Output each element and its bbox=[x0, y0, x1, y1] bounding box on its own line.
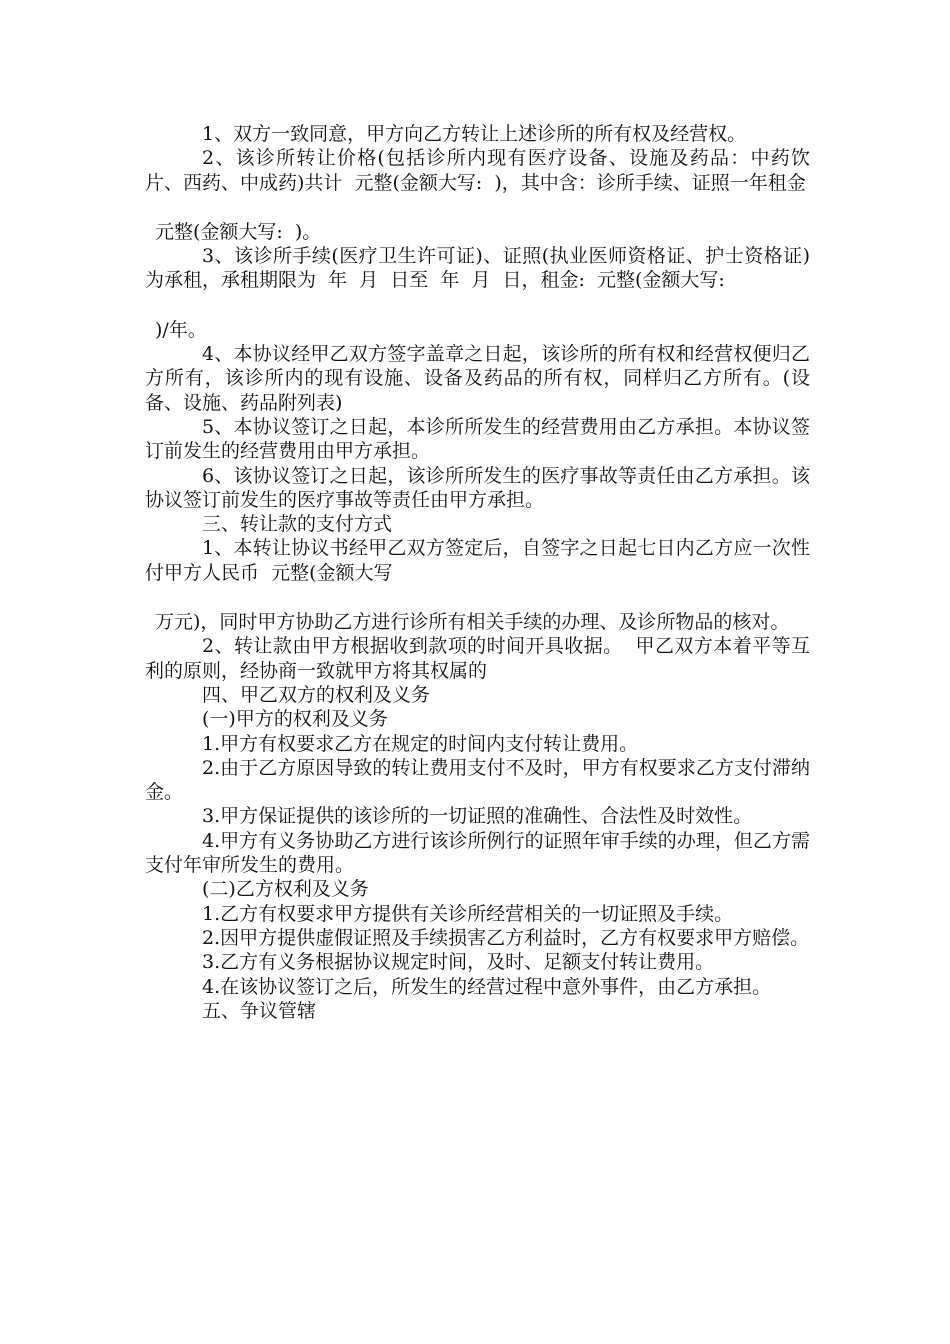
paragraph: 3、该诊所手续(医疗卫生许可证)、证照(执业医师资格证、护士资格证)为承租，承租期限为 年 月 日至 年 月 日，租金: 元整(金额大写: bbox=[145, 245, 810, 292]
paragraph: 2、该诊所转让价格(包括诊所内现有医疗设备、设施及药品：中药饮片、西药、中成药)共计 元整(金额大写: )，其中含：诊所手续、证照一年租金 bbox=[145, 147, 810, 194]
paragraph-gap bbox=[145, 293, 810, 318]
paragraph: 5、本协议签订之日起，本诊所所发生的经营费用由乙方承担。本协议签订前发生的经营费用由甲方承担。 bbox=[145, 415, 810, 463]
paragraph: 五、争议管辖 bbox=[202, 999, 317, 1022]
paragraph: (一)甲方的权利及义务 bbox=[202, 708, 388, 731]
continuation-line: 万元)，同时甲方协助乙方进行诊所有相关手续的办理、及诊所物品的核对。 bbox=[155, 611, 790, 634]
paragraph: 三、转让款的支付方式 bbox=[202, 513, 393, 536]
paragraph-gap bbox=[145, 585, 810, 610]
paragraph: 3.乙方有义务根据协议规定时间，及时、足额支付转让费用。 bbox=[202, 951, 715, 974]
paragraph: 4.在该协议签订之后，所发生的经营过程中意外事件，由乙方承担。 bbox=[202, 975, 772, 998]
paragraph: 6、该协议签订之日起，该诊所所发生的医疗事故等责任由乙方承担。该协议签订前发生的医疗事故等责任由甲方承担。 bbox=[145, 464, 810, 511]
paragraph: 4.甲方有义务协助乙方进行该诊所例行的证照年审手续的办理，但乙方需支付年审所发生的费用。 bbox=[145, 829, 810, 877]
paragraph: 3.甲方保证提供的该诊所的一切证照的准确性、合法性及时效性。 bbox=[202, 805, 753, 828]
paragraph: 2、转让款由甲方根据收到款项的时间开具收据。 甲乙双方本着平等互利的原则，经协商一致就甲方将其权属的 bbox=[145, 635, 810, 682]
paragraph: 四、甲乙双方的权利及义务 bbox=[202, 683, 431, 706]
paragraph: 1、双方一致同意，甲方向乙方转让上述诊所的所有权及经营权。 bbox=[202, 123, 747, 145]
paragraph: 2.因甲方提供虚假证照及手续损害乙方利益时，乙方有权要求甲方赔偿。 bbox=[202, 926, 810, 949]
paragraph: 1.甲方有权要求乙方在规定的时间内支付转让费用。 bbox=[202, 732, 639, 755]
document-body bbox=[145, 122, 810, 1023]
paragraph: (二)乙方权利及义务 bbox=[202, 878, 369, 901]
paragraph: 1.乙方有权要求甲方提供有关诊所经营相关的一切证照及手续。 bbox=[202, 902, 734, 925]
continuation-line: 元整(金额大写: )。 bbox=[155, 220, 322, 243]
paragraph-gap bbox=[145, 195, 810, 220]
paragraph: 4、本协议经甲乙双方签字盖章之日起，该诊所的所有权和经营权便归乙方所有，该诊所内的现有设施、设备及药品的所有权，同样归乙方所有。(设备、设施、药品附列表) bbox=[145, 343, 810, 414]
continuation-line: )/年。 bbox=[155, 318, 207, 341]
paragraph: 1、本转让协议书经甲乙双方签定后，自签字之日起七日内乙方应一次性付甲方人民币 元整(金额大写 bbox=[145, 537, 810, 584]
paragraph: 2.由于乙方原因导致的转让费用支付不及时，甲方有权要求乙方支付滞纳金。 bbox=[145, 756, 810, 804]
